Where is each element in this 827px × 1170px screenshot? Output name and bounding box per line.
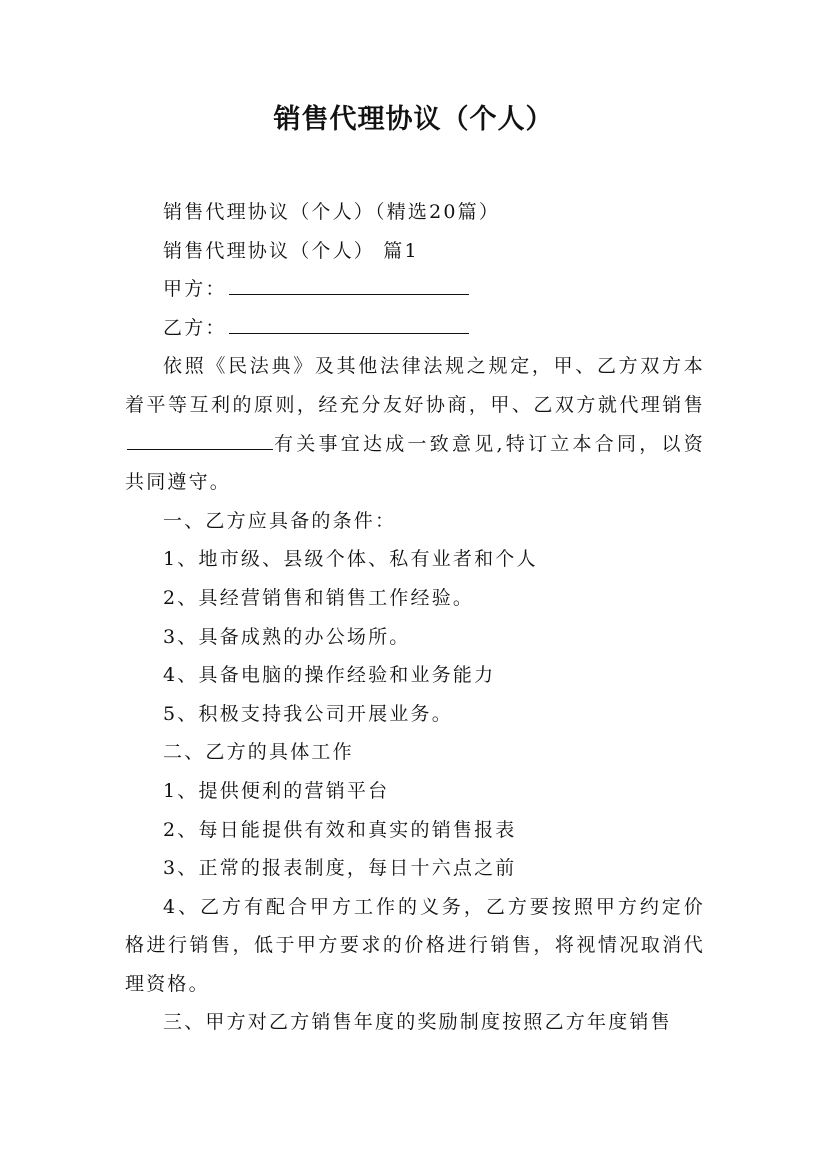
paragraph-item: 2、每日能提供有效和真实的销售报表 <box>163 818 517 841</box>
paragraph-item: 2、具经营销售和销售工作经验。 <box>163 586 475 609</box>
paragraph-item: 1、提供便利的营销平台 <box>163 779 390 802</box>
party-a-blank <box>229 275 469 295</box>
preamble-tail: 有关事宜达成一致意见,特订立本合同，以资共同遵守。 <box>125 432 705 494</box>
paragraph-item: 4、具备电脑的操作经验和业务能力 <box>163 664 496 687</box>
party-b-line <box>125 309 705 348</box>
paragraph-heading-2: 二、乙方的具体工作 <box>163 741 354 764</box>
party-b-blank <box>229 314 469 334</box>
document-title: 销售代理协议（个人） <box>273 104 554 135</box>
preamble-text: 依照《民法典》及其他法律法规之规定，甲、乙方双方本着平等互利的原则，经充分友好协商，甲、乙双方就代理销售 <box>125 355 705 416</box>
paragraph-item: 4、乙方有配合甲方工作的义务，乙方要按照甲方约定价格进行销售，低于甲方要求的价格进行销售，将视情况取消代理资格。 <box>125 895 705 995</box>
paragraph-subtitle: 销售代理协议（个人）（精选20篇） <box>163 201 501 223</box>
paragraph-preamble <box>125 347 705 501</box>
document-body <box>125 193 705 1042</box>
paragraph-item: 3、正常的报表制度，每日十六点之前 <box>163 857 517 880</box>
party-b-label: 乙方： <box>163 316 227 339</box>
party-a-label: 甲方： <box>163 278 227 301</box>
paragraph-section-heading: 销售代理协议（个人） 篇1 <box>163 239 419 262</box>
party-a-line <box>125 270 705 309</box>
paragraph-item: 3、具备成熟的办公场所。 <box>163 625 411 648</box>
paragraph-item: 1、地市级、县级个体、私有业者和个人 <box>163 548 538 571</box>
paragraph-heading-1: 一、乙方应具备的条件： <box>163 509 397 532</box>
product-blank <box>127 430 273 450</box>
paragraph-item: 5、积极支持我公司开展业务。 <box>163 702 453 725</box>
paragraph-heading-3: 三、甲方对乙方销售年度的奖励制度按照乙方年度销售 <box>163 1011 672 1034</box>
